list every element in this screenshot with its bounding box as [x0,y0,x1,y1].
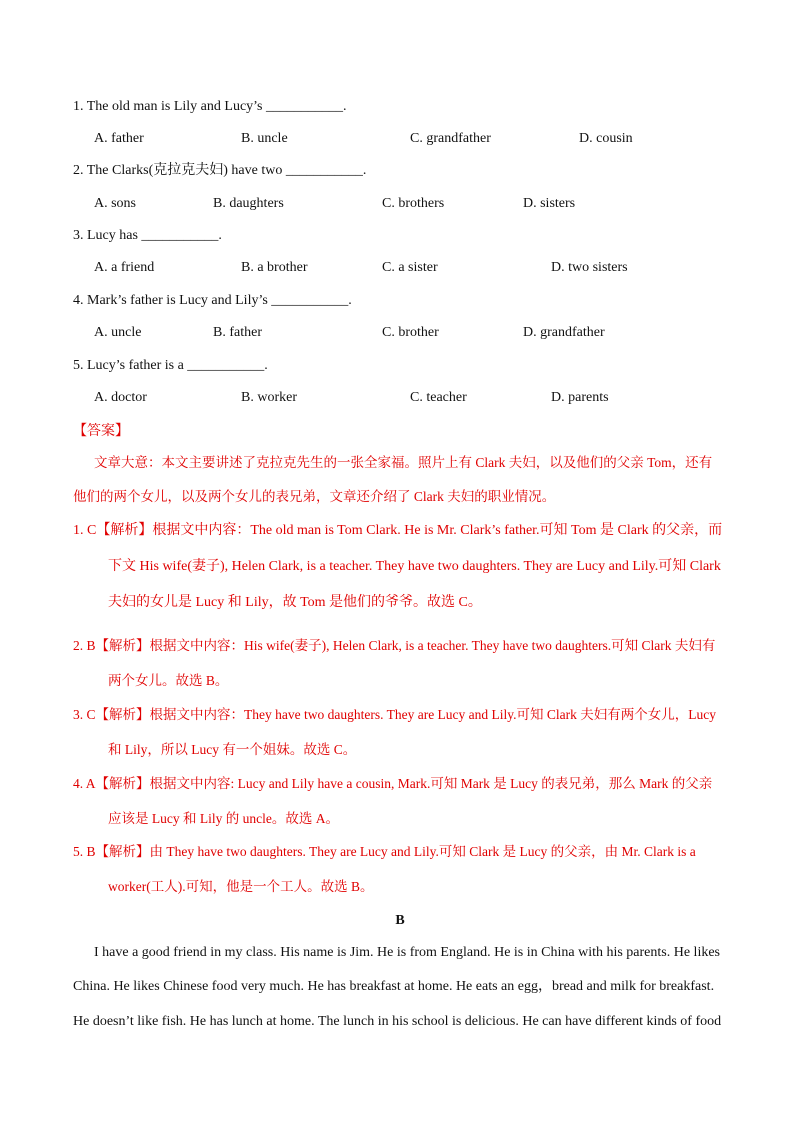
section-b-line-3: He doesn’t like fish. He has lunch at home. The lunch in his school is delicious. He can have different kinds of food [73,1014,722,1029]
question-1-stem: 1. The old man is Lily and Lucy’s ___________. [73,99,347,114]
question-2-option-c: C. brothers [382,196,445,211]
answer-summary-line-1: 文章大意：本文主要讲述了克拉克先生的一张全家福。照片上有 Clark 夫妇，以及他们的父亲 Tom，还有 [94,455,713,470]
explanation-1-line-3: 夫妇的女儿是 Lucy 和 Lily，故 Tom 是他们的爷爷。故选 C。 [108,595,482,610]
question-4-option-a: A. uncle [94,325,142,340]
question-3-option-b: B. a brother [241,260,308,275]
section-b-line-1: I have a good friend in my class. His name is Jim. He is from England. He is in China with his parents. He likes [94,945,721,960]
question-4-option-b: B. father [213,325,262,340]
question-4-option-c: C. brother [382,325,439,340]
question-2-option-a: A. sons [94,196,137,211]
question-5-option-b: B. worker [241,390,297,405]
question-1-option-b: B. uncle [241,131,288,146]
answer-heading: 【答案】 [73,424,129,439]
section-b-line-2: China. He likes Chinese food very much. He has breakfast at home. He eats an egg，bread and milk for breakfast. [73,979,715,994]
explanation-4-line-2: 应该是 Lucy 和 Lily 的 uncle。故选 A。 [108,811,339,826]
question-1-option-d: D. cousin [579,131,633,146]
question-4-stem: 4. Mark’s father is Lucy and Lily’s ___________. [73,293,352,308]
question-5-option-d: D. parents [551,390,609,405]
question-3-option-a: A. a friend [94,260,155,275]
explanation-5-line-2: worker(工人).可知，他是一个工人。故选 B。 [108,879,374,894]
explanation-5-line-1: 5. B【解析】由 They have two daughters. They are Lucy and Lily.可知 Clark 是 Lucy 的父亲，由 Mr. Clark is a [73,844,696,859]
explanation-2-line-2: 两个女儿。故选 B。 [108,673,229,688]
explanation-1-line-1: 1. C【解析】根据文中内容：The old man is Tom Clark. He is Mr. Clark’s father.可知 Tom 是 Clark 的父亲，而 [73,523,723,538]
question-5-option-a: A. doctor [94,390,147,405]
explanation-3-line-2: 和 Lily，所以 Lucy 有一个姐妹。故选 C。 [108,742,357,757]
section-b-heading: B [395,913,405,928]
question-3-stem: 3. Lucy has ___________. [73,228,222,243]
question-5-stem: 5. Lucy’s father is a ___________. [73,358,268,373]
question-2-option-b: B. daughters [213,196,284,211]
question-2-option-d: D. sisters [523,196,576,211]
question-3-option-d: D. two sisters [551,260,628,275]
explanation-2-line-1: 2. B【解析】根据文中内容：His wife(妻子), Helen Clark, is a teacher. They have two daughters.可知 Clark 夫妇有 [73,638,716,653]
answer-summary-line-2: 他们的两个女儿，以及两个女儿的表兄弟，文章还介绍了 Clark 夫妇的职业情况。 [73,489,556,504]
question-3-option-c: C. a sister [382,260,438,275]
question-1-option-a: A. father [94,131,144,146]
explanation-4-line-1: 4. A【解析】根据文中内容: Lucy and Lily have a cousin, Mark.可知 Mark 是 Lucy 的表兄弟，那么 Mark 的父亲 [73,776,713,791]
question-4-option-d: D. grandfather [523,325,605,340]
explanation-1-line-2: 下文 His wife(妻子), Helen Clark, is a teacher. They have two daughters. They are Lucy and Lily.可知 Clark [108,559,721,574]
question-1-option-c: C. grandfather [410,131,491,146]
question-2-stem: 2. The Clarks(克拉克夫妇) have two ___________. [73,163,367,178]
question-5-option-c: C. teacher [410,390,467,405]
explanation-3-line-1: 3. C【解析】根据文中内容：They have two daughters. They are Lucy and Lily.可知 Clark 夫妇有两个女儿，Lucy [73,707,717,722]
